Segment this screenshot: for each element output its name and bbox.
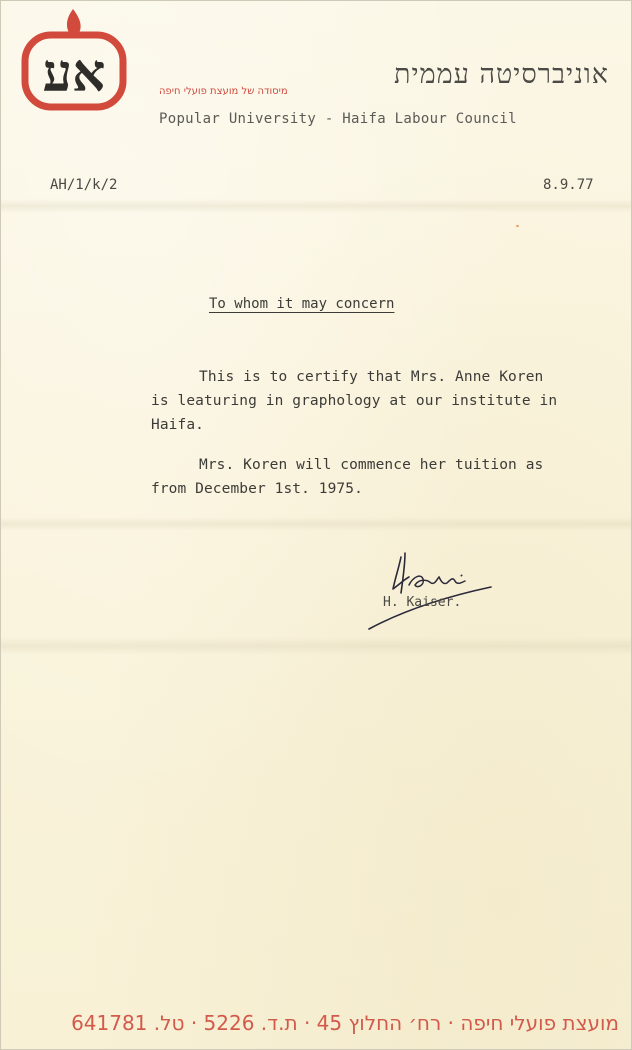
paper-fold — [1, 517, 631, 531]
footer-address: מועצת פועלי חיפה · רח׳ החלוץ 45 · ת.ד. 5226 · טל. 641781 — [71, 1011, 619, 1035]
letter-subject: To whom it may concern — [209, 296, 395, 312]
hebrew-subtitle: מיסודה של מועצת פועלי חיפה — [159, 86, 288, 97]
english-institution-name: Popular University - Haifa Labour Council — [159, 111, 517, 127]
signatory-name: H. Kaiser. — [383, 595, 462, 610]
body-line: This is to certify that Mrs. Anne Koren — [199, 369, 544, 385]
paper-speck — [516, 225, 519, 227]
letter-date: 8.9.77 — [543, 177, 594, 193]
paper-fold — [1, 637, 631, 655]
handwritten-signature — [365, 549, 505, 635]
hebrew-institution-name: אוניברסיטה עממית — [394, 59, 609, 90]
reference-number: AH/1/k/2 — [50, 177, 118, 193]
body-line: from December 1st. 1975. — [151, 481, 363, 497]
logo-letters: אע — [42, 43, 106, 104]
body-line: Haifa. — [151, 417, 204, 433]
body-line: is leaturing in graphology at our institute in — [151, 393, 558, 409]
flame-logo-icon — [21, 7, 127, 111]
body-line: Mrs. Koren will commence her tuition as — [199, 457, 544, 473]
paper-fold — [1, 199, 631, 213]
